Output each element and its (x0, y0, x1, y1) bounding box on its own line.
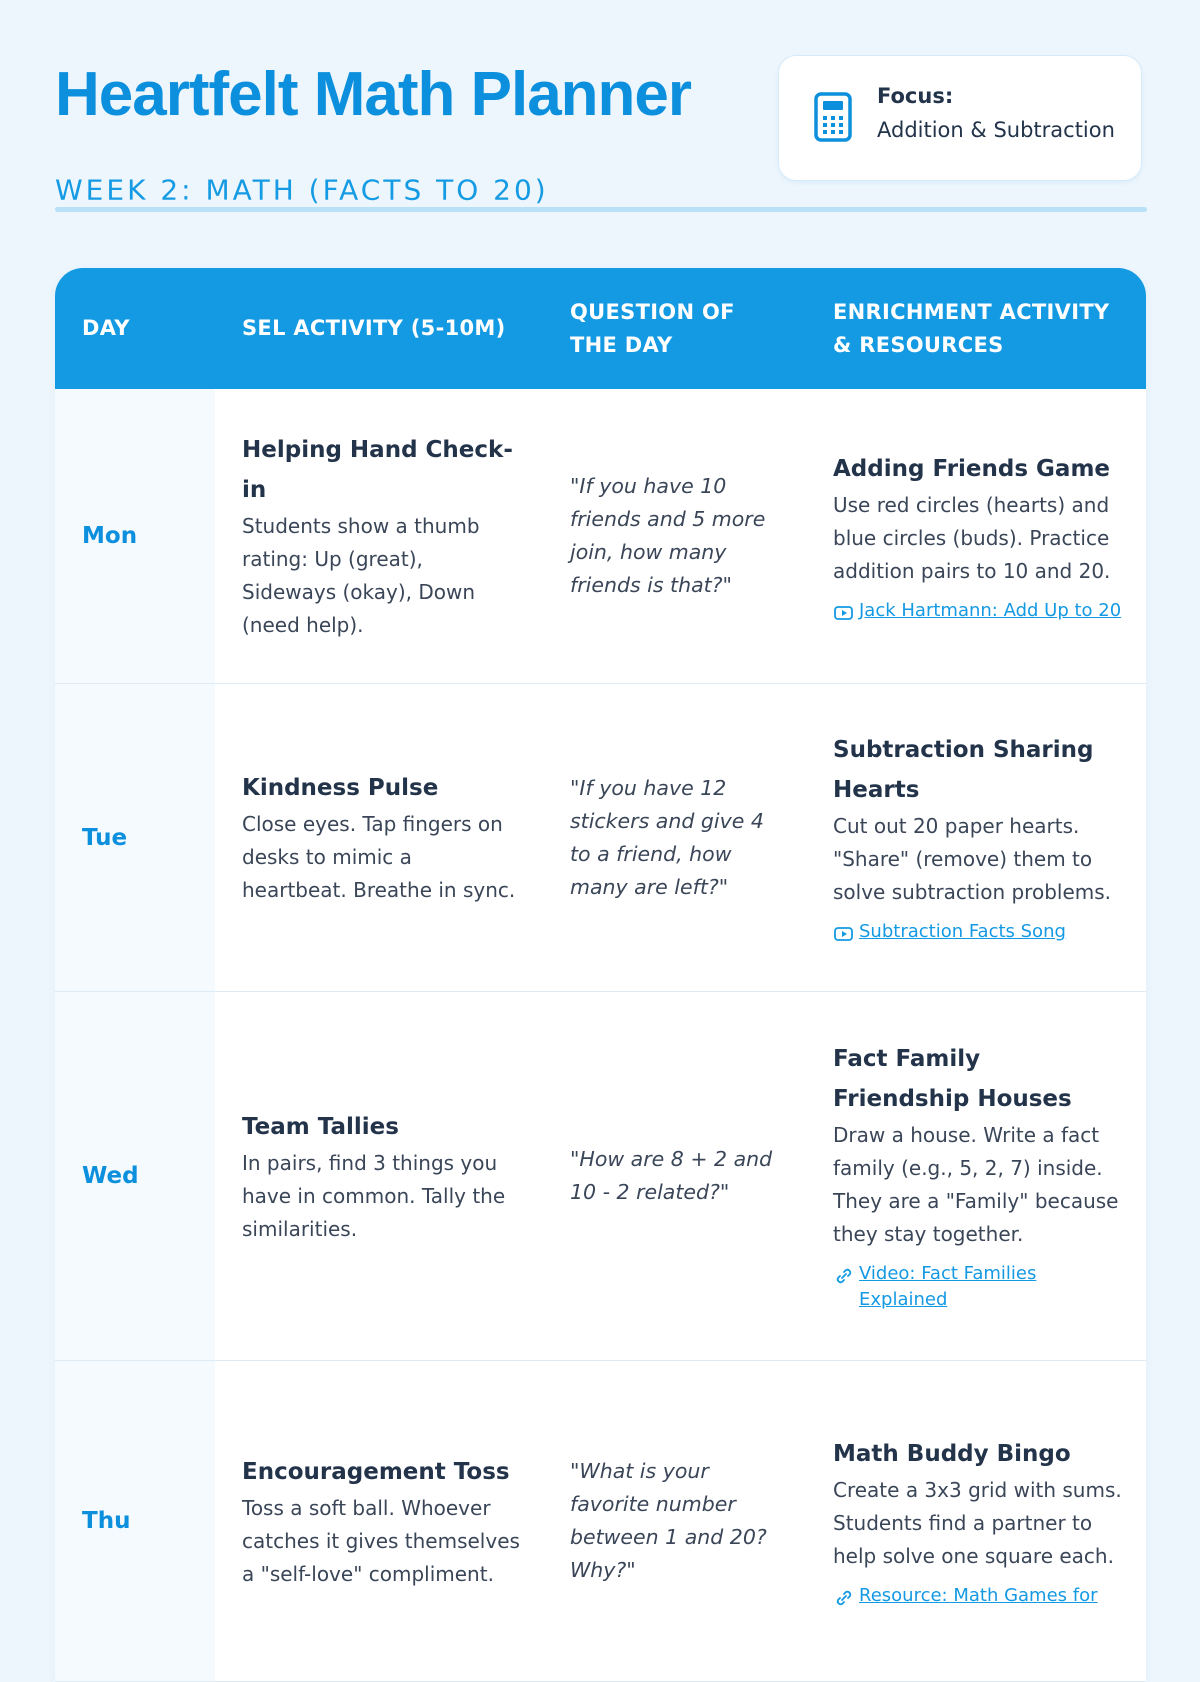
enrichment-title: Math Buddy Bingo (833, 1440, 1071, 1467)
question-of-the-day: "If you have 12 stickers and give 4 to a friend, how many are left?" (570, 775, 764, 899)
table-row (55, 992, 1146, 1361)
resource-link-text[interactable]: Video: Fact Families Explained (859, 1263, 1037, 1310)
enrichment-title: Fact Family Friendship Houses (833, 1046, 1072, 1112)
enrichment-title: Subtraction Sharing Hearts (833, 737, 1094, 803)
table-row (55, 684, 1146, 992)
calculator-icon (813, 92, 853, 142)
sel-activity-title: Helping Hand Check-in (242, 437, 513, 503)
resource-link[interactable] (833, 1261, 1124, 1313)
question-cell (548, 684, 805, 991)
sel-activity-cell (215, 992, 548, 1360)
day-label: Wed (55, 992, 215, 1360)
sel-activity-description: Students show a thumb rating: Up (great), Sideways (okay), Down (need help). (242, 514, 480, 637)
enrichment-title: Adding Friends Game (833, 455, 1111, 482)
page-title: Heartfelt Math Planner (55, 60, 692, 129)
question-cell (548, 389, 805, 683)
resource-link-text[interactable]: Jack Hartmann: Add Up to 20 (859, 599, 1122, 621)
sel-activity-cell (215, 1361, 548, 1681)
column-header-day: DAY (82, 316, 130, 340)
question-cell (548, 992, 805, 1360)
video-icon (833, 602, 855, 624)
question-of-the-day: "What is your favorite number between 1 and 20? Why?" (570, 1459, 767, 1582)
question-cell (548, 1361, 805, 1681)
enrichment-cell (805, 1361, 1146, 1681)
day-label: Tue (55, 684, 215, 991)
link-icon (833, 1265, 855, 1287)
sel-activity-title: Kindness Pulse (242, 775, 439, 801)
enrichment-description: Draw a house. Write a fact family (e.g., 5, 2, 7) inside. They are a "Family" because they stay together. (833, 1123, 1119, 1246)
column-header-sel: SEL ACTIVITY (5-10M) (242, 316, 506, 340)
enrichment-description: Create a 3x3 grid with sums. Students find a partner to help solve one square each. (833, 1477, 1122, 1568)
sel-activity-title: Team Tallies (242, 1113, 399, 1140)
resource-link[interactable] (833, 919, 1124, 945)
table-row (55, 1361, 1146, 1682)
focus-value: Addition & Subtraction (877, 118, 1115, 142)
focus-label: Focus: (877, 84, 954, 108)
resource-link[interactable] (833, 1583, 1124, 1609)
page-header (55, 58, 1147, 208)
sel-activity-cell (215, 389, 548, 683)
link-icon (833, 1587, 855, 1609)
table-header-row (55, 268, 1146, 389)
enrichment-description: Use red circles (hearts) and blue circles (buds). Practice addition pairs to 10 and 20. (833, 492, 1111, 583)
planner-table (55, 268, 1146, 1682)
table-row (55, 389, 1146, 684)
resource-link-text[interactable]: Resource: Math Games for (859, 1584, 1098, 1606)
question-of-the-day: "If you have 10 friends and 5 more join, how many friends is that?" (570, 474, 766, 597)
video-icon (833, 923, 855, 945)
day-label: Mon (55, 389, 215, 683)
enrichment-cell (805, 684, 1146, 991)
enrichment-description: Cut out 20 paper hearts. "Share" (remove) them to solve subtraction problems. (833, 814, 1112, 904)
day-label: Thu (55, 1361, 215, 1681)
question-of-the-day: "How are 8 + 2 and 10 - 2 related?" (570, 1147, 773, 1204)
sel-activity-description: Close eyes. Tap fingers on desks to mimic a heartbeat. Breathe in sync. (242, 812, 516, 902)
enrichment-cell (805, 992, 1146, 1360)
focus-card (778, 55, 1142, 181)
page-subtitle: WEEK 2: MATH (FACTS TO 20) (55, 173, 549, 207)
enrichment-cell (805, 389, 1146, 683)
resource-link-text[interactable]: Subtraction Facts Song (859, 921, 1066, 942)
sel-activity-cell (215, 684, 548, 991)
sel-activity-title: Encouragement Toss (242, 1458, 510, 1485)
header-divider (55, 207, 1147, 212)
column-header-enrichment: ENRICHMENT ACTIVITY & RESOURCES (833, 299, 1110, 357)
sel-activity-description: Toss a soft ball. Whoever catches it gives themselves a "self-love" compliment. (242, 1495, 520, 1586)
sel-activity-description: In pairs, find 3 things you have in common. Tally the similarities. (242, 1150, 506, 1241)
resource-link[interactable] (833, 598, 1124, 624)
column-header-question: QUESTION OF THE DAY (570, 299, 735, 357)
